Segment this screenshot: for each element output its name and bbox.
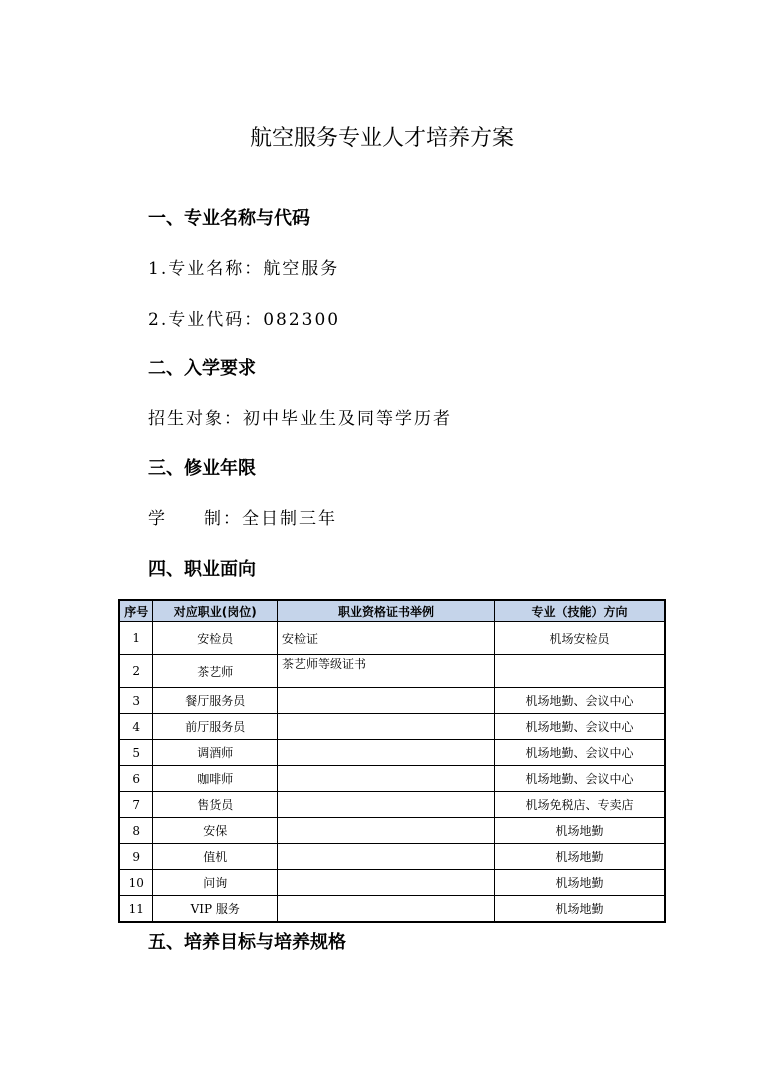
table-header-row (119, 600, 665, 622)
cell-direction: 机场地勤、会议中心 (495, 688, 665, 714)
cell-occupation: 茶艺师 (153, 655, 278, 688)
table-row (119, 622, 665, 655)
cell-direction: 机场地勤 (495, 870, 665, 896)
table-row (119, 870, 665, 896)
cell-occupation: 调酒师 (153, 740, 278, 766)
cell-direction: 机场地勤 (495, 896, 665, 923)
table-row (119, 818, 665, 844)
cell-certificate (278, 870, 495, 896)
cell-certificate (278, 896, 495, 923)
section-heading-4: 四、职业面向 (148, 559, 256, 580)
cell-certificate (278, 714, 495, 740)
cell-occupation: 安保 (153, 818, 278, 844)
occupation-table (118, 599, 666, 923)
duration-line (148, 507, 337, 531)
cell-direction: 机场地勤 (495, 844, 665, 870)
major-code-line: 2.专业代码：082300 (148, 310, 341, 330)
cell-direction (495, 655, 665, 688)
document-title: 航空服务专业人才培养方案 (249, 126, 514, 151)
table-row (119, 740, 665, 766)
cell-direction: 机场免税店、专卖店 (495, 792, 665, 818)
duration-label-b: 制：全日制三年 (204, 509, 337, 529)
duration-label-a: 学 (148, 509, 167, 529)
section-heading-3: 三、修业年限 (148, 458, 256, 479)
cell-occupation: 咖啡师 (153, 766, 278, 792)
cell-occupation: 安检员 (153, 622, 278, 655)
cell-index: 4 (119, 714, 153, 740)
cell-direction: 机场地勤、会议中心 (495, 766, 665, 792)
section-heading-5: 五、培养目标与培养规格 (148, 932, 346, 953)
cell-direction: 机场安检员 (495, 622, 665, 655)
section-heading-2: 二、入学要求 (148, 358, 256, 379)
table-row (119, 714, 665, 740)
header-certificate: 职业资格证书举例 (278, 600, 495, 622)
cell-index: 10 (119, 870, 153, 896)
cell-index: 9 (119, 844, 153, 870)
cell-index: 11 (119, 896, 153, 923)
cell-certificate (278, 740, 495, 766)
header-direction: 专业（技能）方向 (495, 600, 665, 622)
cell-direction: 机场地勤、会议中心 (495, 740, 665, 766)
cell-index: 7 (119, 792, 153, 818)
cell-index: 3 (119, 688, 153, 714)
cell-occupation: 问询 (153, 870, 278, 896)
header-occupation: 对应职业(岗位) (153, 600, 278, 622)
cell-direction: 机场地勤 (495, 818, 665, 844)
cell-direction: 机场地勤、会议中心 (495, 714, 665, 740)
table-row (119, 655, 665, 688)
cell-index: 2 (119, 655, 153, 688)
cell-certificate (278, 688, 495, 714)
major-name-line: 1.专业名称：航空服务 (148, 259, 340, 279)
cell-index: 8 (119, 818, 153, 844)
table-row (119, 792, 665, 818)
cell-occupation: 餐厅服务员 (153, 688, 278, 714)
cell-index: 1 (119, 622, 153, 655)
section-heading-1: 一、专业名称与代码 (148, 208, 310, 229)
table-row (119, 766, 665, 792)
table-row (119, 896, 665, 923)
table-row (119, 688, 665, 714)
enrollment-line: 招生对象：初中毕业生及同等学历者 (148, 409, 452, 429)
cell-certificate (278, 844, 495, 870)
cell-occupation: 前厅服务员 (153, 714, 278, 740)
cell-index: 5 (119, 740, 153, 766)
table-row (119, 844, 665, 870)
header-index: 序号 (119, 600, 153, 622)
cell-occupation: 值机 (153, 844, 278, 870)
cell-certificate (278, 818, 495, 844)
cell-certificate: 安检证 (278, 622, 495, 655)
cell-certificate (278, 766, 495, 792)
cell-occupation: 售货员 (153, 792, 278, 818)
cell-occupation: VIP 服务 (153, 896, 278, 923)
cell-certificate (278, 792, 495, 818)
cell-index: 6 (119, 766, 153, 792)
cell-certificate: 茶艺师等级证书 (278, 655, 495, 688)
